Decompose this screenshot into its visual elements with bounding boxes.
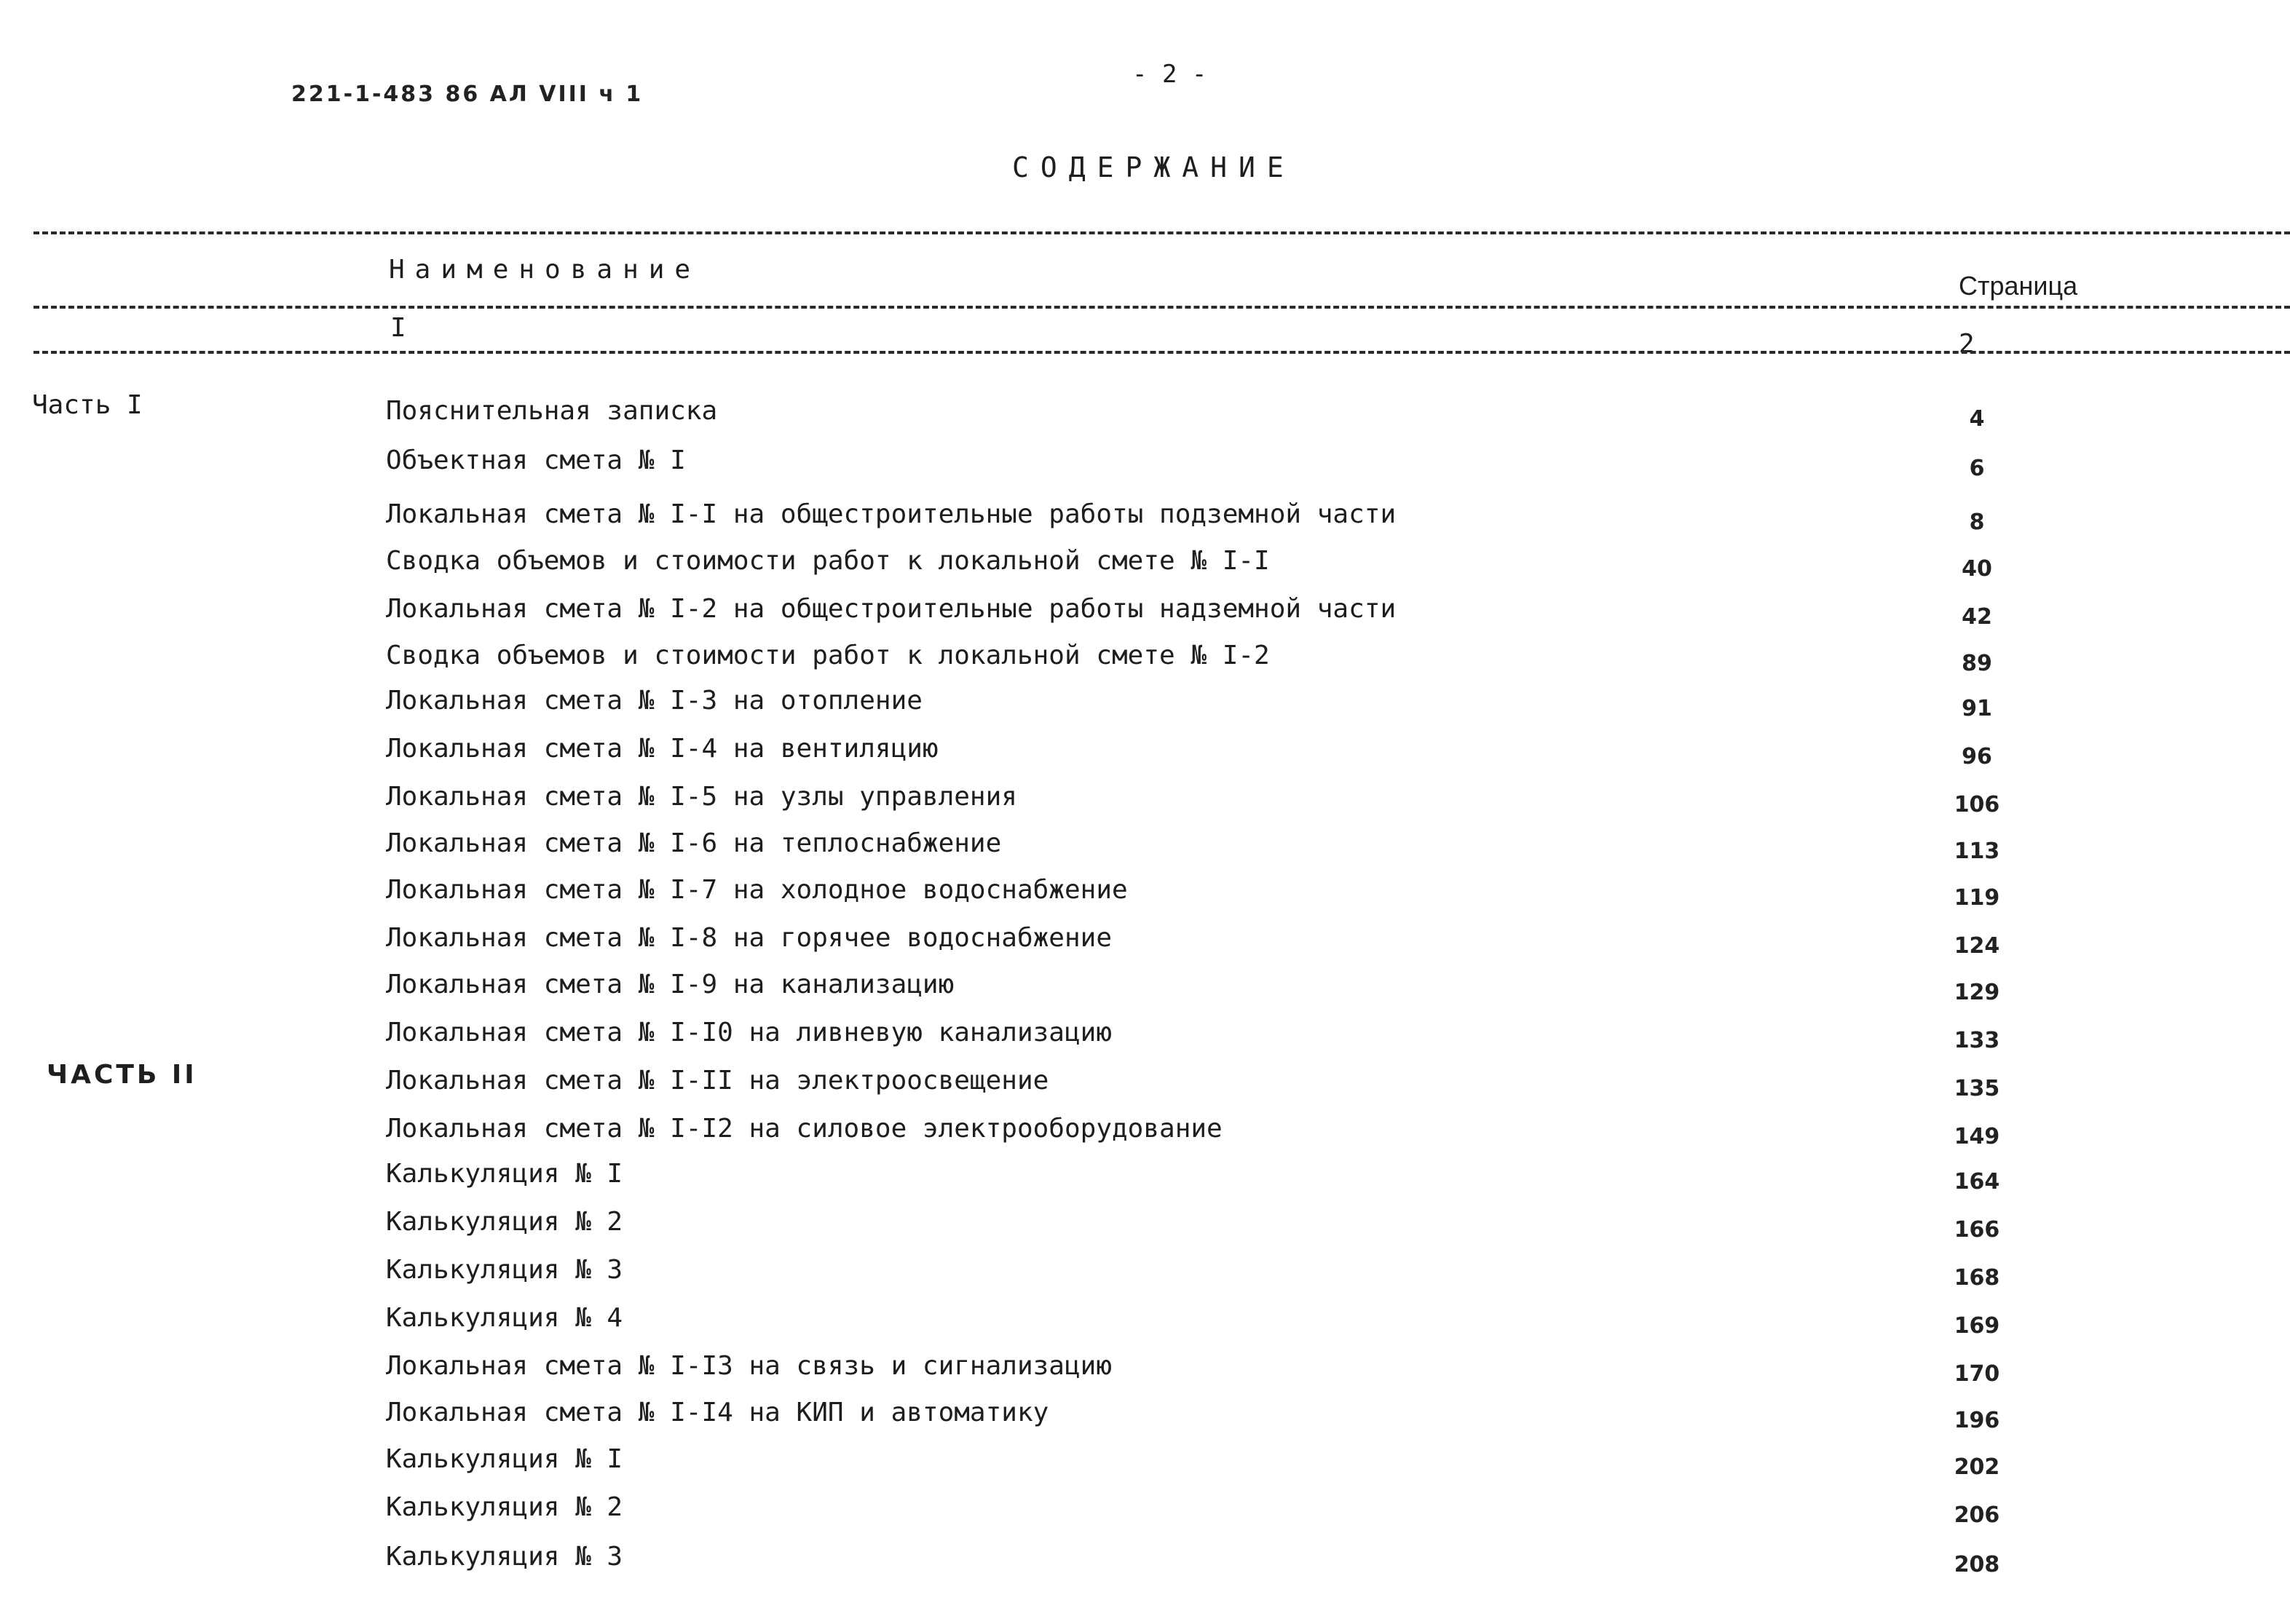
entry-name: Калькуляция № 4 xyxy=(386,1303,623,1333)
entry-page: 91 xyxy=(1962,696,1992,721)
entry-page: 40 xyxy=(1962,556,1992,582)
entry-page: 164 xyxy=(1954,1169,2000,1195)
entry-name: Локальная смета № I-I3 на связь и сигнализацию xyxy=(386,1351,1112,1381)
list-item xyxy=(0,923,2290,959)
page-number: - 2 - xyxy=(1132,60,1207,89)
entry-page: 119 xyxy=(1954,885,2000,911)
list-item xyxy=(0,734,2290,769)
list-item xyxy=(0,1159,2290,1195)
list-item xyxy=(0,1492,2290,1528)
entry-name: Локальная смета № I-7 на холодное водоснабжение xyxy=(386,875,1128,905)
entry-name: Локальная смета № I-I на общестроительные работы подземной части xyxy=(386,499,1397,529)
list-item xyxy=(0,686,2290,721)
entry-name: Пояснительная записка xyxy=(386,396,718,426)
entry-name: Сводка объемов и стоимости работ к локальной смете № I-I xyxy=(386,546,1270,576)
entry-name: Локальная смета № I-2 на общестроительные работы надземной части xyxy=(386,594,1397,624)
entry-name: Объектная смета № I xyxy=(386,445,686,475)
list-item xyxy=(0,1207,2290,1243)
list-item xyxy=(0,445,2290,481)
list-item xyxy=(0,641,2290,676)
list-item xyxy=(0,1018,2290,1053)
entry-name: Локальная смета № I-4 на вентиляцию xyxy=(386,734,939,764)
entry-page: 124 xyxy=(1954,933,2000,959)
entry-page: 96 xyxy=(1962,744,1992,769)
entry-name: Калькуляция № 2 xyxy=(386,1207,623,1237)
entry-name: Локальная смета № I-I4 на КИП и автоматику xyxy=(386,1398,1049,1427)
entry-name: Локальная смета № I-9 на канализацию xyxy=(386,970,955,999)
list-item xyxy=(0,546,2290,582)
entry-name: Локальная смета № I-8 на горячее водоснабжение xyxy=(386,923,1112,953)
list-item xyxy=(0,1398,2290,1433)
entry-name: Локальная смета № I-I0 на ливневую канализацию xyxy=(386,1018,1112,1047)
list-item xyxy=(0,875,2290,911)
entry-page: 202 xyxy=(1954,1454,2000,1480)
entry-page: 135 xyxy=(1954,1076,2000,1101)
entry-name: Сводка объемов и стоимости работ к локальной смете № I-2 xyxy=(386,641,1270,670)
document-code: 221-1-483 86 АЛ VIII ч 1 xyxy=(291,82,644,107)
entry-page: 169 xyxy=(1954,1313,2000,1339)
entry-page: 170 xyxy=(1954,1361,2000,1387)
list-item xyxy=(0,970,2290,1005)
column-number-name: I xyxy=(390,313,406,343)
entry-page: 6 xyxy=(1969,456,1985,481)
column-header-page: Страница xyxy=(1959,271,2078,301)
list-item xyxy=(0,782,2290,817)
entry-page: 4 xyxy=(1969,406,1985,432)
entry-page: 168 xyxy=(1954,1265,2000,1291)
list-item xyxy=(0,1351,2290,1387)
entry-page: 129 xyxy=(1954,980,2000,1005)
entry-page: 113 xyxy=(1954,839,2000,864)
entry-page: 196 xyxy=(1954,1408,2000,1433)
entry-name: Локальная смета № I-3 на отопление xyxy=(386,686,923,716)
list-item xyxy=(0,1303,2290,1339)
list-item xyxy=(0,396,2290,432)
list-item xyxy=(0,499,2290,535)
list-item xyxy=(0,1066,2290,1101)
column-header-name: Наименование xyxy=(389,255,701,285)
entry-page: 133 xyxy=(1954,1028,2000,1053)
header-rule xyxy=(33,306,2290,309)
entry-name: Калькуляция № 3 xyxy=(386,1542,623,1572)
part-label: ЧАСТЬ II xyxy=(47,1060,197,1090)
entry-page: 106 xyxy=(1954,792,2000,817)
entry-page: 89 xyxy=(1962,651,1992,676)
entry-name: Локальная смета № I-6 на теплоснабжение xyxy=(386,828,1002,858)
entry-name: Калькуляция № I xyxy=(386,1159,623,1189)
entry-name: Калькуляция № 2 xyxy=(386,1492,623,1522)
list-item xyxy=(0,1255,2290,1291)
entry-page: 42 xyxy=(1962,604,1992,630)
entry-name: Калькуляция № I xyxy=(386,1444,623,1474)
entry-name: Локальная смета № I-5 на узлы управления xyxy=(386,782,1017,812)
list-item xyxy=(0,1444,2290,1480)
entry-name: Локальная смета № I-II на электроосвещение xyxy=(386,1066,1049,1096)
list-item xyxy=(0,594,2290,630)
entry-page: 166 xyxy=(1954,1217,2000,1243)
entry-page: 149 xyxy=(1954,1124,2000,1149)
table-top-rule xyxy=(33,231,2290,234)
column-number-page: 2 xyxy=(1959,329,1975,359)
entry-name: Калькуляция № 3 xyxy=(386,1255,623,1285)
entry-page: 208 xyxy=(1954,1552,2000,1577)
list-item xyxy=(0,1542,2290,1577)
column-number-rule xyxy=(33,351,2290,354)
list-item xyxy=(0,1114,2290,1149)
entry-page: 8 xyxy=(1969,510,1985,535)
entry-page: 206 xyxy=(1954,1502,2000,1528)
page-title: СОДЕРЖАНИЕ xyxy=(1012,151,1295,183)
list-item xyxy=(0,828,2290,864)
part-label: Часть I xyxy=(32,390,143,420)
entry-name: Локальная смета № I-I2 на силовое электрооборудование xyxy=(386,1114,1223,1144)
